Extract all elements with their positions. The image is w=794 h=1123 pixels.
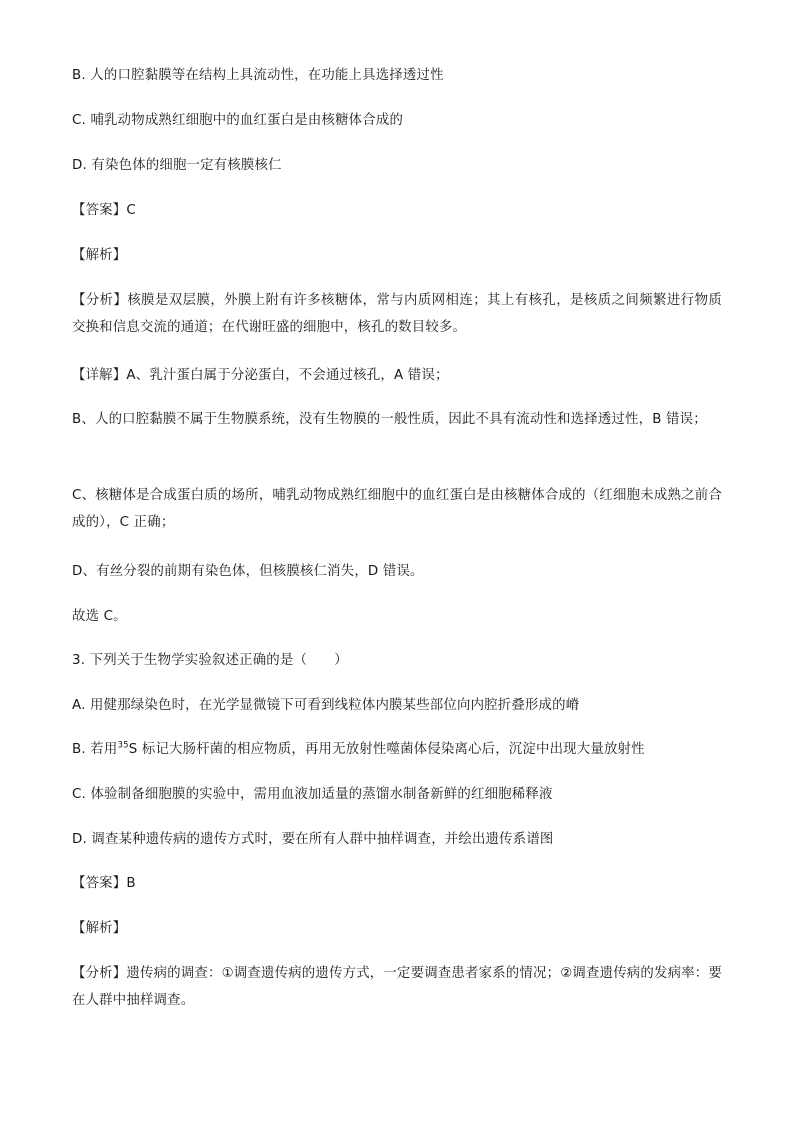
isotope-superscript: 35 — [117, 740, 129, 751]
analysis-paragraph: 【分析】核膜是双层膜，外膜上附有许多核糖体，常与内质网相连；其上有核孔，是核质之间频繁进行物质交换和信息交流的通道；在代谢旺盛的细胞中，核孔的数目较多。 — [72, 293, 722, 335]
option-b-text: B. 人的口腔黏膜等在结构上具流动性，在功能上具选择透过性 — [72, 68, 444, 83]
detail-a-text: 【详解】A、乳汁蛋白属于分泌蛋白，不会通过核孔，A 错误； — [72, 368, 449, 383]
answer-label: 【答案】C — [72, 203, 136, 218]
question-3-stem: 3. 下列关于生物学实验叙述正确的是（ ） — [72, 653, 348, 668]
analysis-heading: 【解析】 — [72, 248, 127, 263]
analysis-heading-2: 【解析】 — [72, 921, 127, 936]
q3-option-c: C. 体验制备细胞膜的实验中，需用血液加适量的蒸馏水制备新鲜的红细胞稀释液 — [72, 787, 553, 802]
answer-label-2: 【答案】B — [72, 876, 136, 891]
option-d-text: D. 有染色体的细胞一定有核膜核仁 — [72, 158, 282, 173]
conclusion-text: 故选 C。 — [72, 609, 127, 624]
q3-option-d: D. 调查某种遗传病的遗传方式时，要在所有人群中抽样调查，并绘出遗传系谱图 — [72, 832, 554, 847]
q3-option-b — [72, 740, 722, 760]
q3-option-b-prefix: B. 若用 — [72, 742, 118, 757]
q3-option-b-rest: S 标记大肠杆菌的相应物质，再用无放射性噬菌体侵染离心后，沉淀中出现大量放射性 — [128, 742, 645, 757]
analysis-paragraph-2: 【分析】遗传病的调查：①调查遗传病的遗传方式，一定要调查患者家系的情况；②调查遗传病的发病率：要在人群中抽样调查。 — [72, 966, 722, 1008]
detail-b-text: B、人的口腔黏膜不属于生物膜系统，没有生物膜的一般性质，因此不具有流动性和选择透过性，B 错误； — [72, 412, 707, 427]
option-c-text: C. 哺乳动物成熟红细胞中的血红蛋白是由核糖体合成的 — [72, 113, 404, 128]
q3-option-a: A. 用健那绿染色时，在光学显微镜下可看到线粒体内膜某些部位向内腔折叠形成的嵴 — [72, 698, 580, 713]
detail-d-text: D、有丝分裂的前期有染色体，但核膜核仁消失，D 错误。 — [72, 564, 424, 579]
detail-c-text: C、核糖体是合成蛋白质的场所，哺乳动物成熟红细胞中的血红蛋白是由核糖体合成的（红细胞未成熟之前合成的），C 正确； — [72, 488, 722, 530]
